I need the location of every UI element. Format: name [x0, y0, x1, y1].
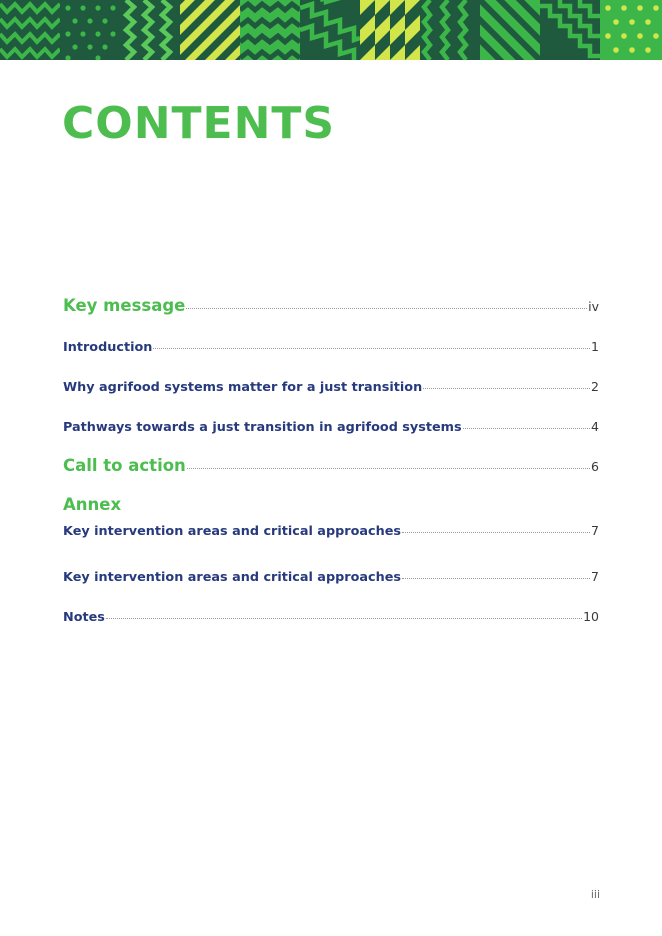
- vertical-zigzag-pattern-tile: [120, 0, 180, 60]
- toc-entry-label: Notes: [63, 610, 105, 625]
- page-folio: iii: [590, 888, 600, 901]
- toc-page-number: 7: [591, 569, 599, 584]
- diagonal-stripe-pattern-tile: [180, 0, 240, 60]
- annex-heading: Annex: [63, 495, 122, 514]
- dot-leader: [186, 307, 587, 309]
- dot-leader: [106, 617, 582, 619]
- toc-page-number: iv: [588, 299, 599, 314]
- bold-zigzag-pattern-tile: [240, 0, 300, 60]
- triangle-grid-pattern-tile: [360, 0, 420, 60]
- toc-page-number: 10: [583, 609, 599, 624]
- zigzag-pattern-tile: [0, 0, 60, 60]
- wide-diagonal-stripe-pattern-tile: [480, 0, 540, 60]
- toc-entry-label: Key message: [63, 296, 186, 315]
- dot-leader: [402, 531, 590, 533]
- toc-entry-label: Why agrifood systems matter for a just transition: [63, 380, 423, 395]
- toc-entry-label: Introduction: [63, 340, 153, 355]
- toc-page-number: 1: [591, 339, 599, 354]
- step-pattern-tile: [540, 0, 600, 60]
- toc-entry-label: Key intervention areas and critical approaches: [63, 524, 401, 539]
- toc-entry-label: Call to action: [63, 456, 186, 475]
- dot-leader: [423, 387, 590, 389]
- dot-leader: [463, 427, 590, 429]
- toc-entry-key-message[interactable]: [63, 296, 599, 315]
- toc-entry-annex-item[interactable]: [63, 569, 599, 585]
- toc-entry-call-to-action[interactable]: [63, 456, 599, 475]
- toc-entry-label: Key intervention areas and critical approaches: [63, 570, 401, 585]
- toc-page-number: 2: [591, 379, 599, 394]
- dot-leader: [153, 347, 590, 349]
- decorative-pattern-banner: [0, 0, 662, 60]
- toc-page-number: 7: [591, 523, 599, 538]
- toc-page-number: 6: [591, 459, 599, 474]
- toc-entry-label: Pathways towards a just transition in agrifood systems: [63, 420, 462, 435]
- page-title: CONTENTS: [62, 98, 336, 149]
- slanted-step-pattern-tile: [300, 0, 360, 60]
- toc-entry-introduction[interactable]: [63, 339, 599, 355]
- toc-entry-pathways[interactable]: [63, 419, 599, 435]
- dot-leader: [402, 577, 590, 579]
- lime-dot-pattern-tile: [600, 0, 660, 60]
- dot-leader: [187, 467, 590, 469]
- toc-entry-why-agrifood[interactable]: [63, 379, 599, 395]
- toc-entry-notes[interactable]: [63, 609, 599, 625]
- toc-page-number: 4: [591, 419, 599, 434]
- vertical-zigzag-pattern-tile: [420, 0, 480, 60]
- dot-pattern-tile: [60, 0, 120, 60]
- toc-entry-annex-item[interactable]: [63, 523, 599, 539]
